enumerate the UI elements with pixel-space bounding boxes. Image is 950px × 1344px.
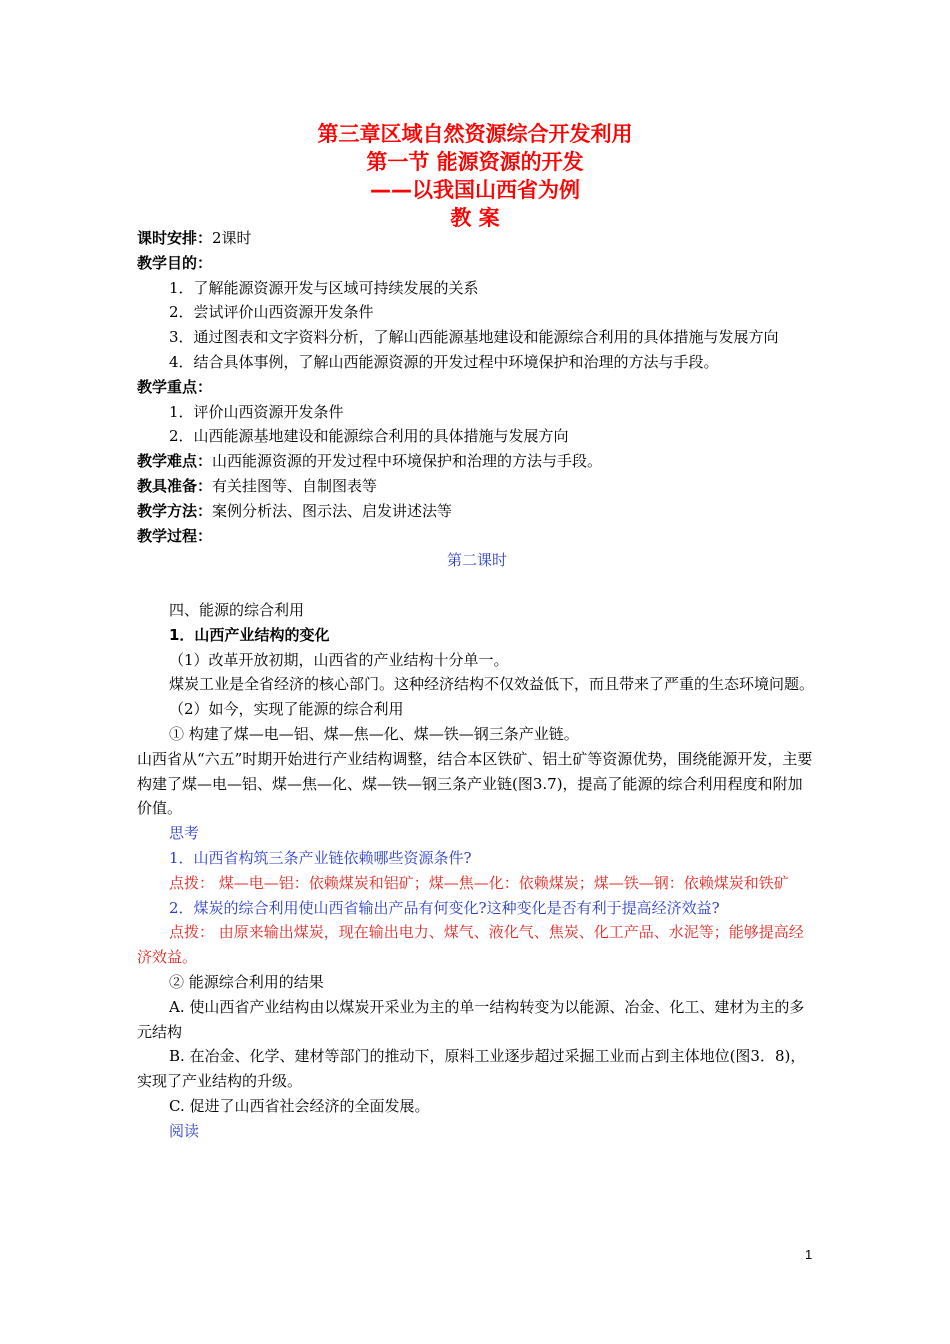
paragraph: B. 在冶金、化学、建材等部门的推动下，原料工业逐步超过采掘工业而占到主体地位(图3．8)，实现了产业结构的升级。 xyxy=(137,1047,806,1091)
difficulty-label: 教学难点： xyxy=(137,452,213,471)
doc-type-title: 教 案 xyxy=(450,206,500,230)
paragraph: （2）如今，实现了能源的综合利用 xyxy=(169,700,404,719)
section-title: 第一节 能源资源的开发 xyxy=(366,150,584,174)
title-block xyxy=(0,120,950,232)
case-subtitle: ——以我国山西省为例 xyxy=(370,178,580,202)
schedule-line xyxy=(137,226,817,251)
answer-hint: 点拨： 由原来输出煤炭，现在输出电力、煤气、液化气、焦炭、化工产品、水泥等；能够提高经济效益。 xyxy=(137,923,804,967)
paragraph: A. 使山西省产业结构由以煤炭开采业为主的单一结构转变为以能源、冶金、化工、建材为主的多元结构 xyxy=(137,997,805,1041)
document-body xyxy=(137,226,817,1143)
paragraph: ② 能源综合利用的结果 xyxy=(169,972,324,991)
chapter-title: 第三章区域自然资源综合开发利用 xyxy=(317,122,633,146)
schedule-label: 课时安排： xyxy=(137,229,213,247)
objective-item: 2．尝试评价山西资源开发条件 xyxy=(169,303,374,322)
key-point-item: 1．评价山西资源开发条件 xyxy=(169,402,344,421)
process-label: 教学过程： xyxy=(137,526,213,545)
tools-value: 有关挂图等、自制图表等 xyxy=(212,476,378,495)
question: 2．煤炭的综合利用使山西省输出产品有何变化?这种变化是否有利于提高经济效益? xyxy=(169,898,720,917)
page-number: 1 xyxy=(805,1247,813,1262)
objective-item: 4．结合具体事例，了解山西能源资源的开发过程中环境保护和治理的方法与手段。 xyxy=(169,352,719,371)
objective-item: 3．通过图表和文字资料分析，了解山西能源基地建设和能源综合利用的具体措施与发展方向 xyxy=(169,328,779,347)
read-label: 阅读 xyxy=(169,1121,200,1140)
answer-hint: 点拨： 煤—电—铝：依赖煤炭和铝矿；煤—焦—化：依赖煤炭；煤—铁—钢：依赖煤炭和铁矿 xyxy=(169,873,789,892)
methods-label: 教学方法： xyxy=(137,501,213,520)
lesson-label: 第二课时 xyxy=(446,551,507,570)
schedule-value: 2课时 xyxy=(212,229,252,247)
difficulty-value: 山西能源资源的开发过程中环境保护和治理的方法与手段。 xyxy=(212,452,603,471)
objective-item: 1．了解能源资源开发与区域可持续发展的关系 xyxy=(169,278,479,297)
section-heading: 四、能源的综合利用 xyxy=(169,600,305,619)
methods-value: 案例分析法、图示法、启发讲述法等 xyxy=(212,501,453,520)
paragraph: （1）改革开放初期，山西省的产业结构十分单一。 xyxy=(169,650,509,669)
question: 1．山西省构筑三条产业链依赖哪些资源条件? xyxy=(169,848,472,867)
difficulty-line xyxy=(137,449,817,474)
spacer xyxy=(137,573,817,598)
paragraph: 山西省从“六五”时期开始进行产业结构调整，结合本区铁矿、铝土矿等资源优势，围绕能源开发，主要构建了煤—电—铝、煤—焦—化、煤—铁—钢三条产业链(图3.7)，提高了能源的综合利用程度和附加价值。 xyxy=(137,749,813,818)
tools-label: 教具准备： xyxy=(137,476,213,495)
subsection-heading: 1．山西产业结构的变化 xyxy=(169,625,330,644)
paragraph: ① 构建了煤—电—铝、煤—焦—化、煤—铁—钢三条产业链。 xyxy=(169,724,579,743)
paragraph: C. 促进了山西省社会经济的全面发展。 xyxy=(169,1096,430,1115)
tools-line xyxy=(137,474,817,499)
think-label: 思考 xyxy=(169,824,200,843)
methods-line xyxy=(137,499,817,524)
objectives-label: 教学目的： xyxy=(137,253,213,272)
key-point-item: 2．山西能源基地建设和能源综合利用的具体措施与发展方向 xyxy=(169,427,569,446)
key-points-label: 教学重点： xyxy=(137,377,213,396)
paragraph: 煤炭工业是全省经济的核心部门。这种经济结构不仅效益低下，而且带来了严重的生态环境问题。 xyxy=(169,675,815,694)
